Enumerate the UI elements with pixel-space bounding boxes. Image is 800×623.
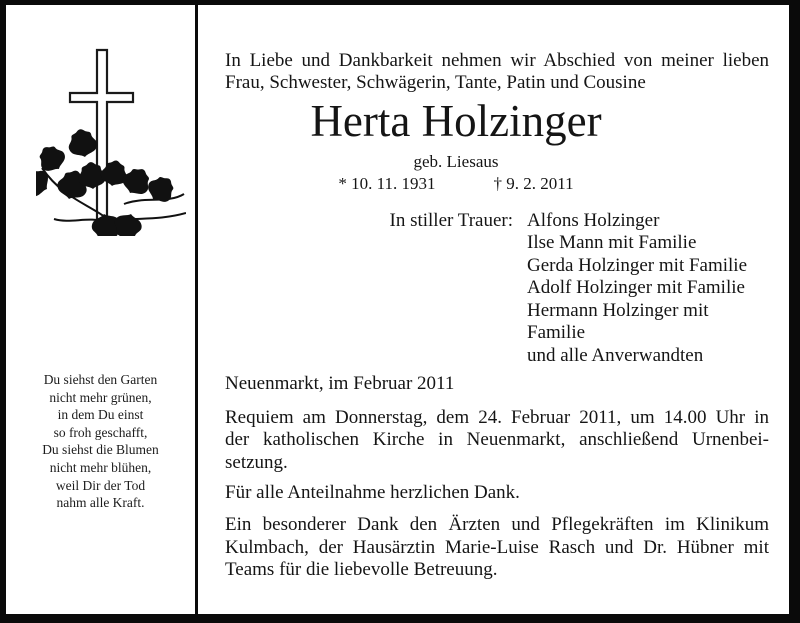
mourner-line: Hermann Holzinger mit <box>527 299 709 321</box>
thanks-line: Kulmbach, der Hausärztin Marie-Luise Rasch und Dr. Hübner mit <box>225 536 769 558</box>
poem-line: nicht mehr blühen, <box>49 459 152 475</box>
intro-line: In Liebe und Dankbarkeit nehmen wir Abschied von meiner lieben <box>225 50 769 71</box>
obituary-main-panel <box>198 5 789 614</box>
requiem-line: der katholischen Kirche in Neuenmarkt, anschließend Urnenbei- <box>225 429 769 451</box>
poem-line: so froh geschafft, <box>53 424 148 440</box>
life-dates <box>225 174 687 194</box>
mourner-line: und alle Anverwandten <box>527 344 704 366</box>
thanks-line: Ein besonderer Dank den Ärzten und Pflegekräften im Klinikum <box>225 514 769 536</box>
city-date-line: Neuenmarkt, im Februar 2011 <box>225 373 455 395</box>
obituary-content <box>198 5 789 582</box>
birth-date: * 10. 11. 1931 <box>338 173 436 193</box>
memorial-poem <box>6 371 195 512</box>
mourners-list <box>527 210 747 368</box>
deceased-name: Herta Holzinger <box>310 95 602 146</box>
deceased-name-block <box>225 96 687 194</box>
poem-line: Du siehst die Blumen <box>42 442 159 458</box>
poem-line: Du siehst den Garten <box>43 372 158 387</box>
requiem-line: Requiem am Donnerstag, dem 24. Februar 2011, um 14.00 Uhr in <box>225 406 769 428</box>
birth-name: geb. Liesaus <box>413 151 499 171</box>
thanks-short-paragraph: Für alle Anteilnahme herzlichen Dank. <box>225 481 520 503</box>
cross-with-ivy-icon <box>36 46 186 236</box>
requiem-paragraph <box>225 407 769 474</box>
intro-line: Frau, Schwester, Schwägerin, Tante, Patin und Cousine <box>225 72 646 94</box>
mourner-line: Gerda Holzinger mit Familie <box>527 254 748 276</box>
mourner-line: Adolf Holzinger mit Familie <box>527 277 745 299</box>
thanks-long-paragraph <box>225 514 769 581</box>
poem-line: weil Dir der Tod <box>55 477 146 493</box>
intro-paragraph <box>225 50 769 95</box>
poem-line: nahm alle Kraft. <box>56 495 145 511</box>
left-panel <box>6 5 195 614</box>
death-date: † 9. 2. 2011 <box>493 173 574 193</box>
mourners-section <box>225 210 769 368</box>
mourner-line: Ilse Mann mit Familie <box>527 232 697 254</box>
mourner-line: Familie <box>527 322 586 344</box>
thanks-line: Teams für die liebevolle Betreuung. <box>225 559 498 581</box>
mourning-label: In stiller Trauer: <box>389 209 513 231</box>
poem-line: in dem Du einst <box>57 407 144 423</box>
poem-line: nicht mehr grünen, <box>49 389 152 405</box>
mourner-line: Alfons Holzinger <box>527 209 660 231</box>
requiem-line: setzung. <box>225 451 288 473</box>
